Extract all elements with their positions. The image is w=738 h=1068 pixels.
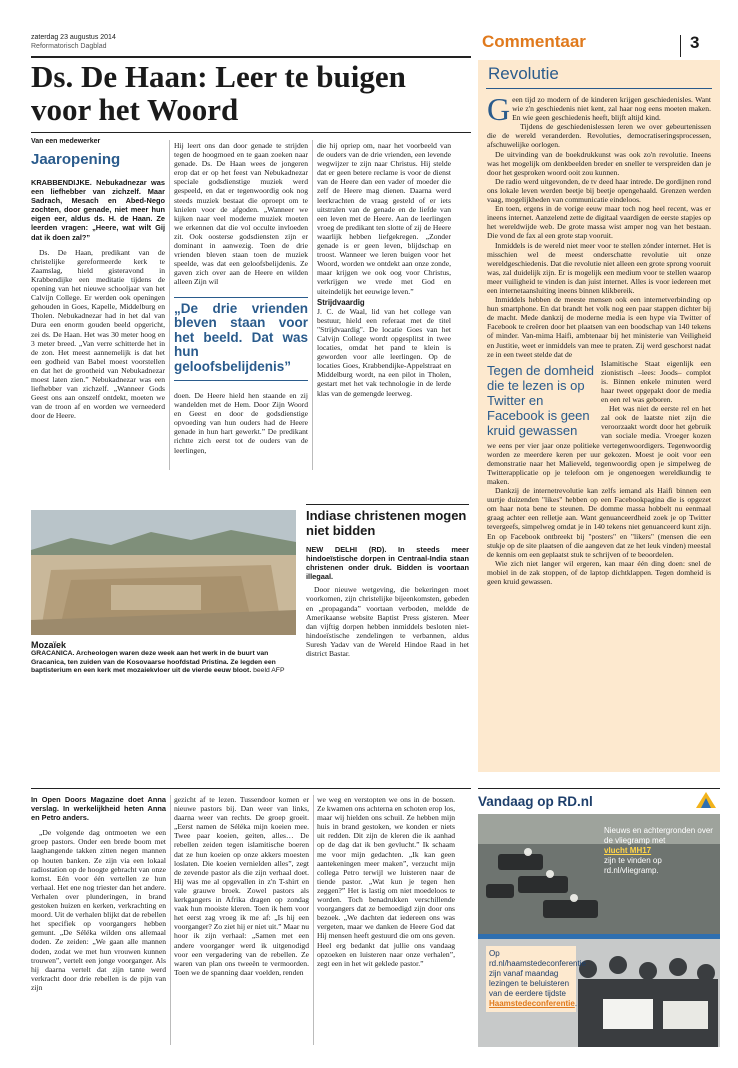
paragraph: Inmiddels hebben de meeste mensen ook een internetverbinding op hun smartphone. En dat brandt het volk nog een paar stappen dichter bij de macht. Mede dankzij de moderne media is een hype via Twitter of Facebook te creëren door het plaatsen van een boodschap van 140 tekens of minder. Van-mima Haifi, ambtenaar bij het ministerie van Veiligheid en Justitie, weet er inmiddels van mee te praten. Zij werd geschorst nadat ze in een tweet stelde dat de — [487, 295, 711, 359]
column-divider — [312, 140, 313, 470]
paragraph: Inmiddels is de wereld niet meer voor te stellen zónder internet. Het is misschien wel de meest onderschatte revolutie uit onze wereldgeschiedenis. Dat die revolutie niet alleen een grote sprong vooruit was, zal duidelijk zijn. Er is mogelijk een medium voor te stellen waarop meer vuiligheid te vinden is dan juist internet. Alles is voor iedereen met een internetaansluiting ineens binnen klikbereik. — [487, 240, 711, 295]
bottom-col-2 — [174, 795, 309, 977]
paragraph: Wie zich niet langer wil ergeren, kan maar één ding doen: snel de mobiel in de zak stoppen, of de laptop dichtklappen. Tegen domheid is geen kruid gewassen. — [487, 558, 711, 586]
promo-text: Nieuws en achtergronden over de vliegramp met — [604, 826, 713, 845]
archaeology-photo — [31, 510, 296, 635]
paragraph: Hij leert ons dan door genade te strijden tegen de hoogmoed en te gaan zoeken naar genade. Ds. De Haan wees de jongeren erop dat er op het feest van Nebukadnezar speciale godsdienstige muziek werd gespeeld, en dat er tegenwoordig ook nog steeds muziek bestaat die oproept om te knielen voor de afgoden. „Wanneer we kijken naar veel moderne muziek moeten we erkennen dat die vol occulte invloeden zit. Ook oosterse godsdiensten zijn er dominant in aanwezig. Toen de drie vrienden bleven staan toen de muziek speelde, was dat een geloofsbelijdenis. Ze gaven zich over aan de Heere en wilden alleen Zijn wil — [174, 141, 308, 287]
commentary-box — [478, 60, 720, 772]
column-divider — [169, 140, 170, 470]
paragraph: Tijdens de geschiedenislessen leren we over gebeurtenissen die de wereld veranderden. Revoluties, democratiseringsprocessen, afschuwelijke oorlogen. — [487, 122, 711, 150]
paragraph: die hij opriep om, naar het voorbeeld van de ouders van de drie vrienden, een levende wegwijzer te zijn naar Christus. Hij stelde dat er geen betere reclame is voor de dienst van de Heere dan een vader of moeder die zelf de Heere mag dienen. Daarna werd leerkrachten de vraag gesteld of er iets uitstralen van de genade en de liefde van een leven met de Heere. Aan de leerlingen vroeg de predikant ten slotte of zij de Heere waarlijk hebben liefgekregen. „Zonder genade is er geen leven, blijdschap en troost. Wanneer we leren buigen voor het Woord, worden we ontdekt aan onze zonde, maar krijgen we ook oog voor Christus, verkrijgen we vrede met God en uiteindelijk het eeuwige leven.” — [317, 141, 451, 296]
paragraph: Dankzij de internetrevolutie kan zelfs iemand als Haifi binnen een uurtje duizenden "likes" hebben op een Facebookpagina die is opgezet om haar nota bene te steunen. De domme massa hobbelt nu eenmaal graag achter een relletje aan. Want genuanceerdheid zoek je op Twitter tevergeefs, simpelweg omdat je in 140 tekens niet genuanceerd kunt zijn. En op Facebook ontbreekt bij "posters" en "likers" (mensen die een stukje op de site plaatsen of die aangeven dat ze het leuk vinden) meestal de kennis om een geplaatst stuk te schrijven of te beoordelen. — [487, 486, 711, 559]
column-divider — [313, 795, 314, 1045]
subheading: Strijdvaardig — [317, 297, 365, 307]
india-body — [306, 545, 469, 658]
promo-text: . — [574, 999, 578, 1008]
promo-text: Op rd.nl/haamstedeconferentie zijn vanaf maandag lezingen te beluisteren van de eerdere tijdste — [489, 949, 586, 998]
main-col-3 — [317, 141, 451, 398]
mh17-link[interactable]: vlucht MH17 — [604, 846, 652, 855]
paragraph: J. C. de Waal, lid van het college van bestuur, hield een referaat met de titel "Strijdvaardig". De locatie Goes van het Calvijn College wordt opgesplitst in twee locaties, omdat het pand te klein is geworden voor alle leerlingen. Op de locaties Goes, Krabbendijke-Appelstraat en Middelburg wordt, na een pilot in Tholen, gestart met het vak technologie in de lerde klas van de gemengde leerweg. — [317, 306, 451, 398]
newspaper-name: Reformatorisch Dagblad — [31, 43, 107, 50]
drop-cap: G — [487, 91, 511, 127]
bottom-col-1 — [31, 795, 166, 992]
headline-rule — [31, 132, 471, 133]
paragraph: een tijd zo modern of de kinderen krijgen geschiedenisles. Want wie z'n geschiedenis niet kent, zal haar nog eens moeten maken. En wie geen geschiedenis heeft, blijft altijd kind. — [512, 95, 711, 123]
promo-rule — [478, 788, 720, 789]
conference-link[interactable]: Haamstedeconferentie — [489, 999, 575, 1008]
lead: KRABBENDIJKE. Nebukadnezar was een liefhebber van zichzelf. Maar Sadrach, Mesach en Abed-Nego zochten, door genade, niet meer hun eigen eer, aldus ds. H. de Haan. Ze leerden vragen: „Heere, wat wilt Gij dat ik doen zal?” — [31, 178, 165, 242]
main-headline: Ds. De Haan: Leer te buigen voor het Woord — [31, 59, 406, 127]
article-rule — [306, 504, 469, 505]
header-rule — [31, 56, 471, 58]
commentary-body — [478, 93, 720, 586]
page-number: 3 — [690, 33, 700, 52]
india-headline: Indiase christenen mogen niet bidden — [306, 508, 467, 538]
paragraph: Door nieuwe wetgeving, die bekeringen moet voorkomen, zijn christelijke bijeenkomsten, gebeden en „propaganda” voortaan verboden, meldde de Amerikaanse website Baptist Press gisteren. Meer dan vijftig dorpen hebben inmiddels besloten niet-hindoeïstische zendelingen te verbannen, aldus Suresh Yadav van de Wereld Hindoe Raad in het district Bastar. — [306, 585, 469, 659]
section-title: Commentaar — [482, 32, 586, 51]
promo-text-1 — [604, 826, 714, 876]
paragraph: gezicht af te lezen. Tussendoor komen er nieuwe pastors bij. Dan weer van links, daarna weer van rechts. De groep groeit. „Eerst namen de Séléka mijn koeien mee. Twee paar koeien, geiten, alles… De rebellen zeiden tegen islamitische boeren dat ze hun koeien op onze akkers moesten loslaten. Die koeien vernielden alles”, zegt de zevende pastor als die zijn verhaal doet. Hij was me al opgevallen in z'n T-shirt en vale grauwe broek. Zowel pastors als kerkgangers in Afrika dragen op zondag vaak hun mooiste kleren. Toen ik hem voor het eerst zag vroeg ik me af: „Is hij een voorganger? Zo ziet hij er niet uit.” Maar nu hoor ik zijn verhaal: „Samen met een andere voorganger werd ik uitgenodigd voor een vergadering van de rebellen. Ze waren van plan ons tweeën te vermoorden. Toen we de spanning daar voelden, renden — [174, 795, 309, 977]
bottom-col-3 — [317, 795, 455, 968]
main-col-1 — [31, 178, 165, 420]
paragraph: Ds. De Haan, predikant van de christelijke gereformeerde kerk te Zaamslag, hield gisteravond in Krabbendijke een meditatie tijdens de opening van het nieuwe schooljaar van het Calvijn College. Er werden ook openingen gehouden in Goes, Kapelle, Middelburg en Tholen. Nebukadnezar had in het dal van Dura een enorm gouden beeld opgericht, zei ds. De Haan. Het was 30 meter hoog en 3 meter breed. „Van verre schitterde het in de zon. Het meest aannemelijk is dat het een godheid van Babel moest voorstellen en dat het de grootheid van Nebukadnezar moest laten zien.” Nebukadnezar was een liefhebber van zichzelf. „Wanneer Gods Geest ons aan onszelf ontdekt, moeten we van de troon af en worden we verneederd door de Heere. — [31, 247, 165, 421]
photo-caption — [31, 641, 296, 675]
commentary-title: Revolutie — [488, 64, 559, 83]
lead: NEW DELHI (RD). In steeds meer hindoeïstische dorpen in Centraal-India staan christenen onder druk. Bidden is voortaan illegaal. — [306, 545, 469, 582]
commentary-pull-quote: Tegen de domheid die te lezen is op Twitter en Facebook is geen kruid gewassen — [487, 362, 594, 438]
title-rule — [486, 88, 712, 89]
rd-logo-icon — [692, 788, 720, 814]
issue-date: zaterdag 23 augustus 2014 — [31, 34, 116, 41]
promo-text-2 — [486, 946, 586, 1012]
kicker: Jaaropening — [31, 151, 121, 168]
byline: Van een medewerker — [31, 138, 101, 145]
promo-title: Vandaag op RD.nl — [478, 794, 593, 809]
caption-text: GRACANICA. Archeologen waren deze week aan het werk in de buurt van Gracanica, ten zuiden van de Kosovaarse hoofdstad Pristina. Ze legden een baptisterium en een kerk met mozaiekvloer uit de vierde eeuw bloot. — [31, 650, 276, 674]
main-col-2 — [174, 141, 308, 455]
paragraph: En toen, ergens in de vorige eeuw maar toch nog heel recent, was er ineens internet. Aanzelend zette de digitaal vaardigen de eerste stapjes op het wereldwijde web. De grote massa wist amper nog van het bestaan. Die vond de fax al een grote stap vooruit. — [487, 204, 711, 241]
excavation-image — [31, 510, 296, 635]
photo-credit: beeld AFP — [253, 666, 285, 674]
promo-panel[interactable] — [478, 814, 720, 1047]
paragraph: Islamitische Staat eigenlijk een zionistisch –lees: Joods– complot is. Binnen enkele minuten werd haar tweet opgepakt door de media en een rel was geboren. — [601, 358, 711, 405]
bottom-rule — [31, 788, 471, 789]
paragraph: „De volgende dag ontmoeten we een groep pastors. Onder een brede boom met laaghangende takken zitten negen mannen op houten banken. Ze zijn via een lokaal radiostation op de hoogte gebracht van onze komst. Eén voor één vertellen ze hun verhaal. Het ene nog triester dan het andere. Verhalen over plunderingen, in brand gestoken huizen en kerken, verkrachting en moord. Uit de verhalen blijkt dat de rebellen het specifiek op voorgangers hebben gemunt. „De Séléka wilden ons allemaal doden. Ze zeiden: „We gaan alle mannen doden, zodat we met hun vrouwen kunnen trouwen”, vertelt een jonge voorganger. Als hij daarna vertelt dat zijn tante werd verkracht door drie rebellen is de pijn van zijn — [31, 828, 166, 992]
paragraph: doen. De Heere hield hen staande en zij wandelden met de Hem. Door Zijn Woord en Geest en door de godsdienstige opvoeding van hun ouders had de Heere genade in hun hart gewerkt.” De predikant richtte zich eerst tot de ouders van de leerlingen, — [174, 391, 308, 455]
intro: In Open Doors Magazine doet Anna verslag. In werkelijkheid heten Anna en Petro anders. — [31, 795, 166, 823]
caption-title: Mozaïek — [31, 640, 67, 650]
promo-text: zijn te vinden op rd.nl/vliegramp. — [604, 856, 662, 875]
paragraph: De radio werd uitgevonden, de tv deed haar intrede. De gordijnen rond ons lokale leven werden beetje bij beetje opengehaald. Grenzen werden vaag, mogelijkheden van communicatie eindeloos. — [487, 176, 711, 205]
header-divider — [680, 35, 681, 57]
pull-quote: „De drie vrienden bleven staan voor het beeld. Dat was hun geloofsbelijdenis” — [174, 297, 308, 382]
paragraph: Het was niet de eerste rel en het zal ook de laatste niet zijn die veroorzaakt wordt door het gebruik van sociale media. Vroeger kozen we eens per vier jaar onze politieke vertegenwoordigers. Tegenwoordig worden ze meerdere keren per uur gekozen. Moest je ooit voor een demonstratie naar het Malieveld, tegenwoordig open je simpelweg de Twitterapplicatie op je telefoon om je ongenoegen wereldkundig te maken. — [487, 404, 711, 486]
paragraph: we weg en verstopten we ons in de bossen. Ze kwamen ons achterna en schoten erop los, maar wij hielden ons schuil. Ze hebben mijn huis in brand gestoken, we konden er niets uit redden. Dit zijn de kleren die ik aanhad op de dag dat ik ben gevlucht.” Ik schaam me voor mijn gedachten. „Ik kan geen aantekeningen meer maken”, verzucht mijn collega Petro terwijl we luisteren naar de tiende pastor. „Wat kun je tegen hen zeggen?” Het is lastig om niet moedeloos te worden. Toch benadrukken verschillende voorgangers dat ze bemoedigd zijn door ons bezoek. „We dachten dat iedereen ons was vergeten, maar we danken de Heere God dat Hij mensen heeft gestuurd die om ons geven. Heel erg bedankt dat jullie ons vandaag opzoeken en luisteren naar onze verhalen”, zegt een in het wit geklede pastor.” — [317, 795, 455, 968]
column-divider — [170, 795, 171, 1045]
paragraph: De uitvinding van de boekdrukkunst was ook zo'n revolutie. Ineens was het mogelijk om denkbeelden breder en sneller te verspreiden dan je door het gesproken woord ooit zou kunnen. — [487, 149, 711, 177]
